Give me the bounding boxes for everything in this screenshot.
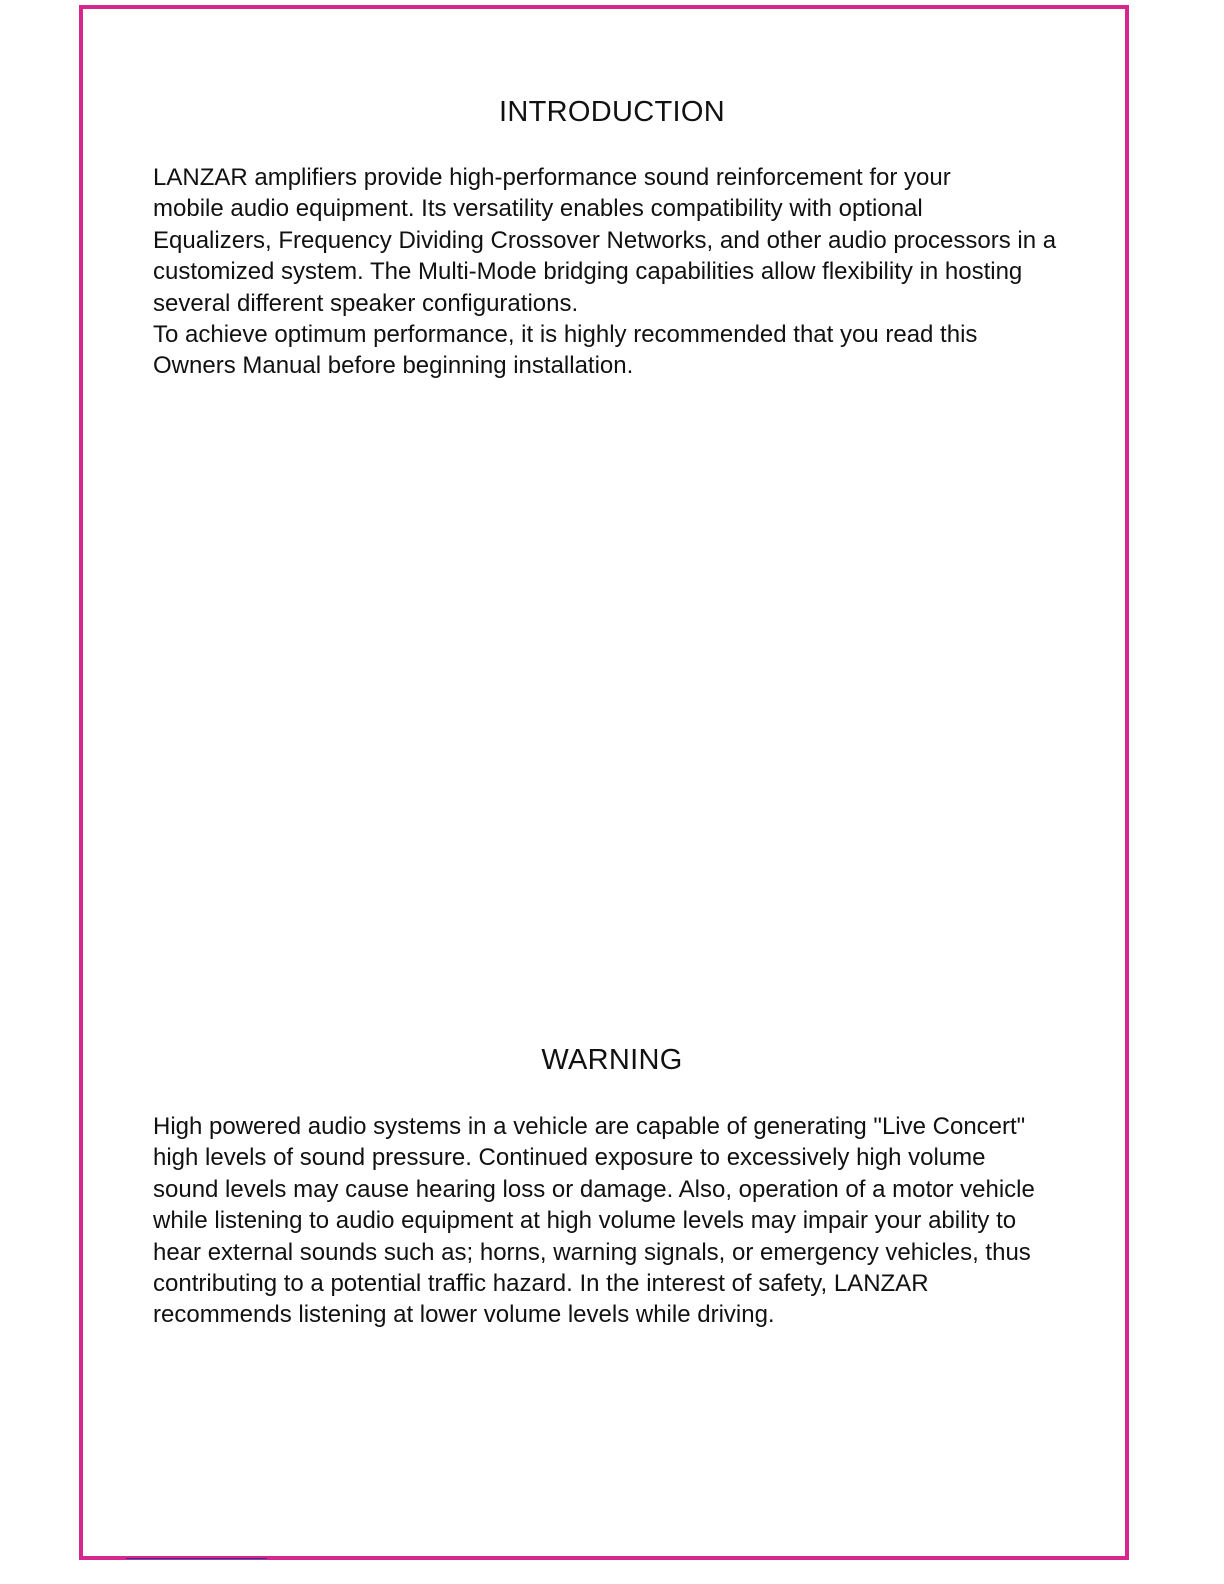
warning-paragraph [153, 1111, 1073, 1331]
warning-line: High powered audio systems in a vehicle are capable of generating "Live Concert" [153, 1113, 1026, 1140]
footer-rule-divider [126, 1558, 267, 1559]
introduction-line: LANZAR amplifiers provide high-performance sound reinforcement for your [153, 164, 951, 191]
warning-line: while listening to audio equipment at high volume levels may impair your ability to [153, 1207, 1017, 1235]
introduction-line: customized system. The Multi-Mode bridging capabilities allow flexibility in hosting [153, 258, 1023, 286]
introduction-line: Owners Manual before beginning installation. [153, 352, 634, 380]
introduction-line: several different speaker configurations. [153, 289, 579, 317]
warning-line: high levels of sound pressure. Continued exposure to excessively high volume [153, 1144, 986, 1172]
warning-line: contributing to a potential traffic hazard. In the interest of safety, LANZAR [153, 1270, 929, 1298]
introduction-line: To achieve optimum performance, it is highly recommended that you read this [153, 321, 978, 349]
introduction-line: Equalizers, Frequency Dividing Crossover Networks, and other audio processors in a [153, 226, 1057, 254]
introduction-line: mobile audio equipment. Its versatility enables compatibility with optional [153, 195, 923, 223]
warning-line: hear external sounds such as; horns, warning signals, or emergency vehicles, thus [153, 1238, 1031, 1266]
introduction-heading: INTRODUCTION [499, 96, 725, 128]
introduction-paragraph [153, 162, 1073, 382]
warning-line: recommends listening at lower volume levels while driving. [153, 1301, 775, 1329]
warning-heading: WARNING [541, 1044, 683, 1076]
warning-line: sound levels may cause hearing loss or damage. Also, operation of a motor vehicle [153, 1175, 1035, 1203]
